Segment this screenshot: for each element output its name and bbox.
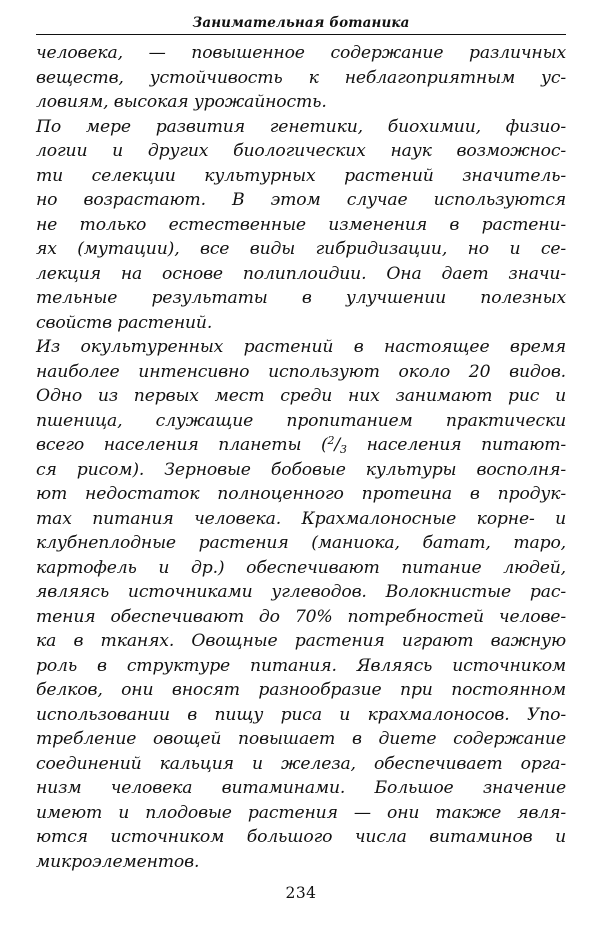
text-line: ка в тканях. Овощные растения играют важную [36, 631, 566, 651]
text-line: ловиям, высокая урожайность. [36, 92, 327, 112]
text-line: свойств растений. [36, 312, 213, 333]
text-line: тах питания человека. Крахмалоносные корне- и [36, 508, 566, 529]
text-line: картофель и др.) обеспечивают питание людей, [36, 557, 566, 578]
text-line: Из окультуренных растений в настоящее время [36, 337, 566, 357]
page-number: 234 [285, 884, 317, 902]
text-line: но возрастают. В этом случае используются [36, 190, 566, 210]
text-line: тения обеспечивают до 70% потребностей челове- [36, 606, 566, 627]
text-line: наиболее интенсивно используют около 20 видов. [36, 361, 566, 382]
body-text [36, 41, 566, 874]
fraction-slash: / [334, 435, 341, 455]
text-line: соединений кальция и железа, обеспечивает орга- [36, 753, 566, 774]
text-line: логии и других биологических наук возможнос- [36, 141, 566, 161]
text-line: Одно из первых мест среди них занимают рис и [36, 386, 566, 406]
text-line: использовании в пищу риса и крахмалоносов. Упо- [36, 704, 566, 725]
header-rule [36, 34, 566, 35]
text-line: ся рисом). Зерновые бобовые культуры восполня- [36, 459, 566, 480]
text-line: не только естественные изменения в растени- [36, 214, 566, 235]
text-line: По мере развития генетики, биохимии, физио- [36, 116, 566, 137]
text-line: тельные результаты в улучшении полезных [36, 288, 566, 308]
text-line: лекция на основе полиплоидии. Она дает значи- [36, 263, 566, 284]
fraction-line-before: всего населения планеты ( [36, 435, 328, 455]
running-title: Занимательная ботаника [192, 15, 410, 31]
text-line: ти селекции культурных растений значитель- [36, 165, 566, 186]
text-line: микроэлементов. [36, 851, 200, 872]
text-line: белков, они вносят разнообразие при постоянном [36, 680, 566, 700]
text-line: ют недостаток полноценного протеина в продук- [36, 484, 566, 504]
text-line: ях (мутации), все виды гибридизации, но и се- [36, 239, 566, 259]
text-line: требление овощей повышает в диете содержание [36, 729, 566, 749]
fraction-denominator: 3 [340, 443, 347, 456]
text-line-fraction [36, 433, 566, 458]
text-line: роль в структуре питания. Являясь источником [36, 655, 566, 676]
text-line: низм человека витаминами. Большое значение [36, 778, 566, 798]
text-line: человека, — повышенное содержание различных [36, 43, 566, 63]
text-line: веществ, устойчивость к неблагоприятным ус- [36, 67, 566, 88]
fraction-line-after: населения питают- [346, 435, 566, 455]
text-line: имеют и плодовые растения — они также явля- [36, 802, 566, 823]
fraction-numerator: 2 [327, 434, 335, 447]
text-line: клубнеплодные растения (маниока, батат, таро, [36, 533, 566, 553]
text-line: ются источником большого числа витаминов и [36, 827, 566, 847]
book-page [36, 14, 566, 919]
text-line: пшеница, служащие пропитанием практически [36, 410, 566, 431]
text-line: являясь источниками углеводов. Волокнистые рас- [36, 582, 566, 602]
